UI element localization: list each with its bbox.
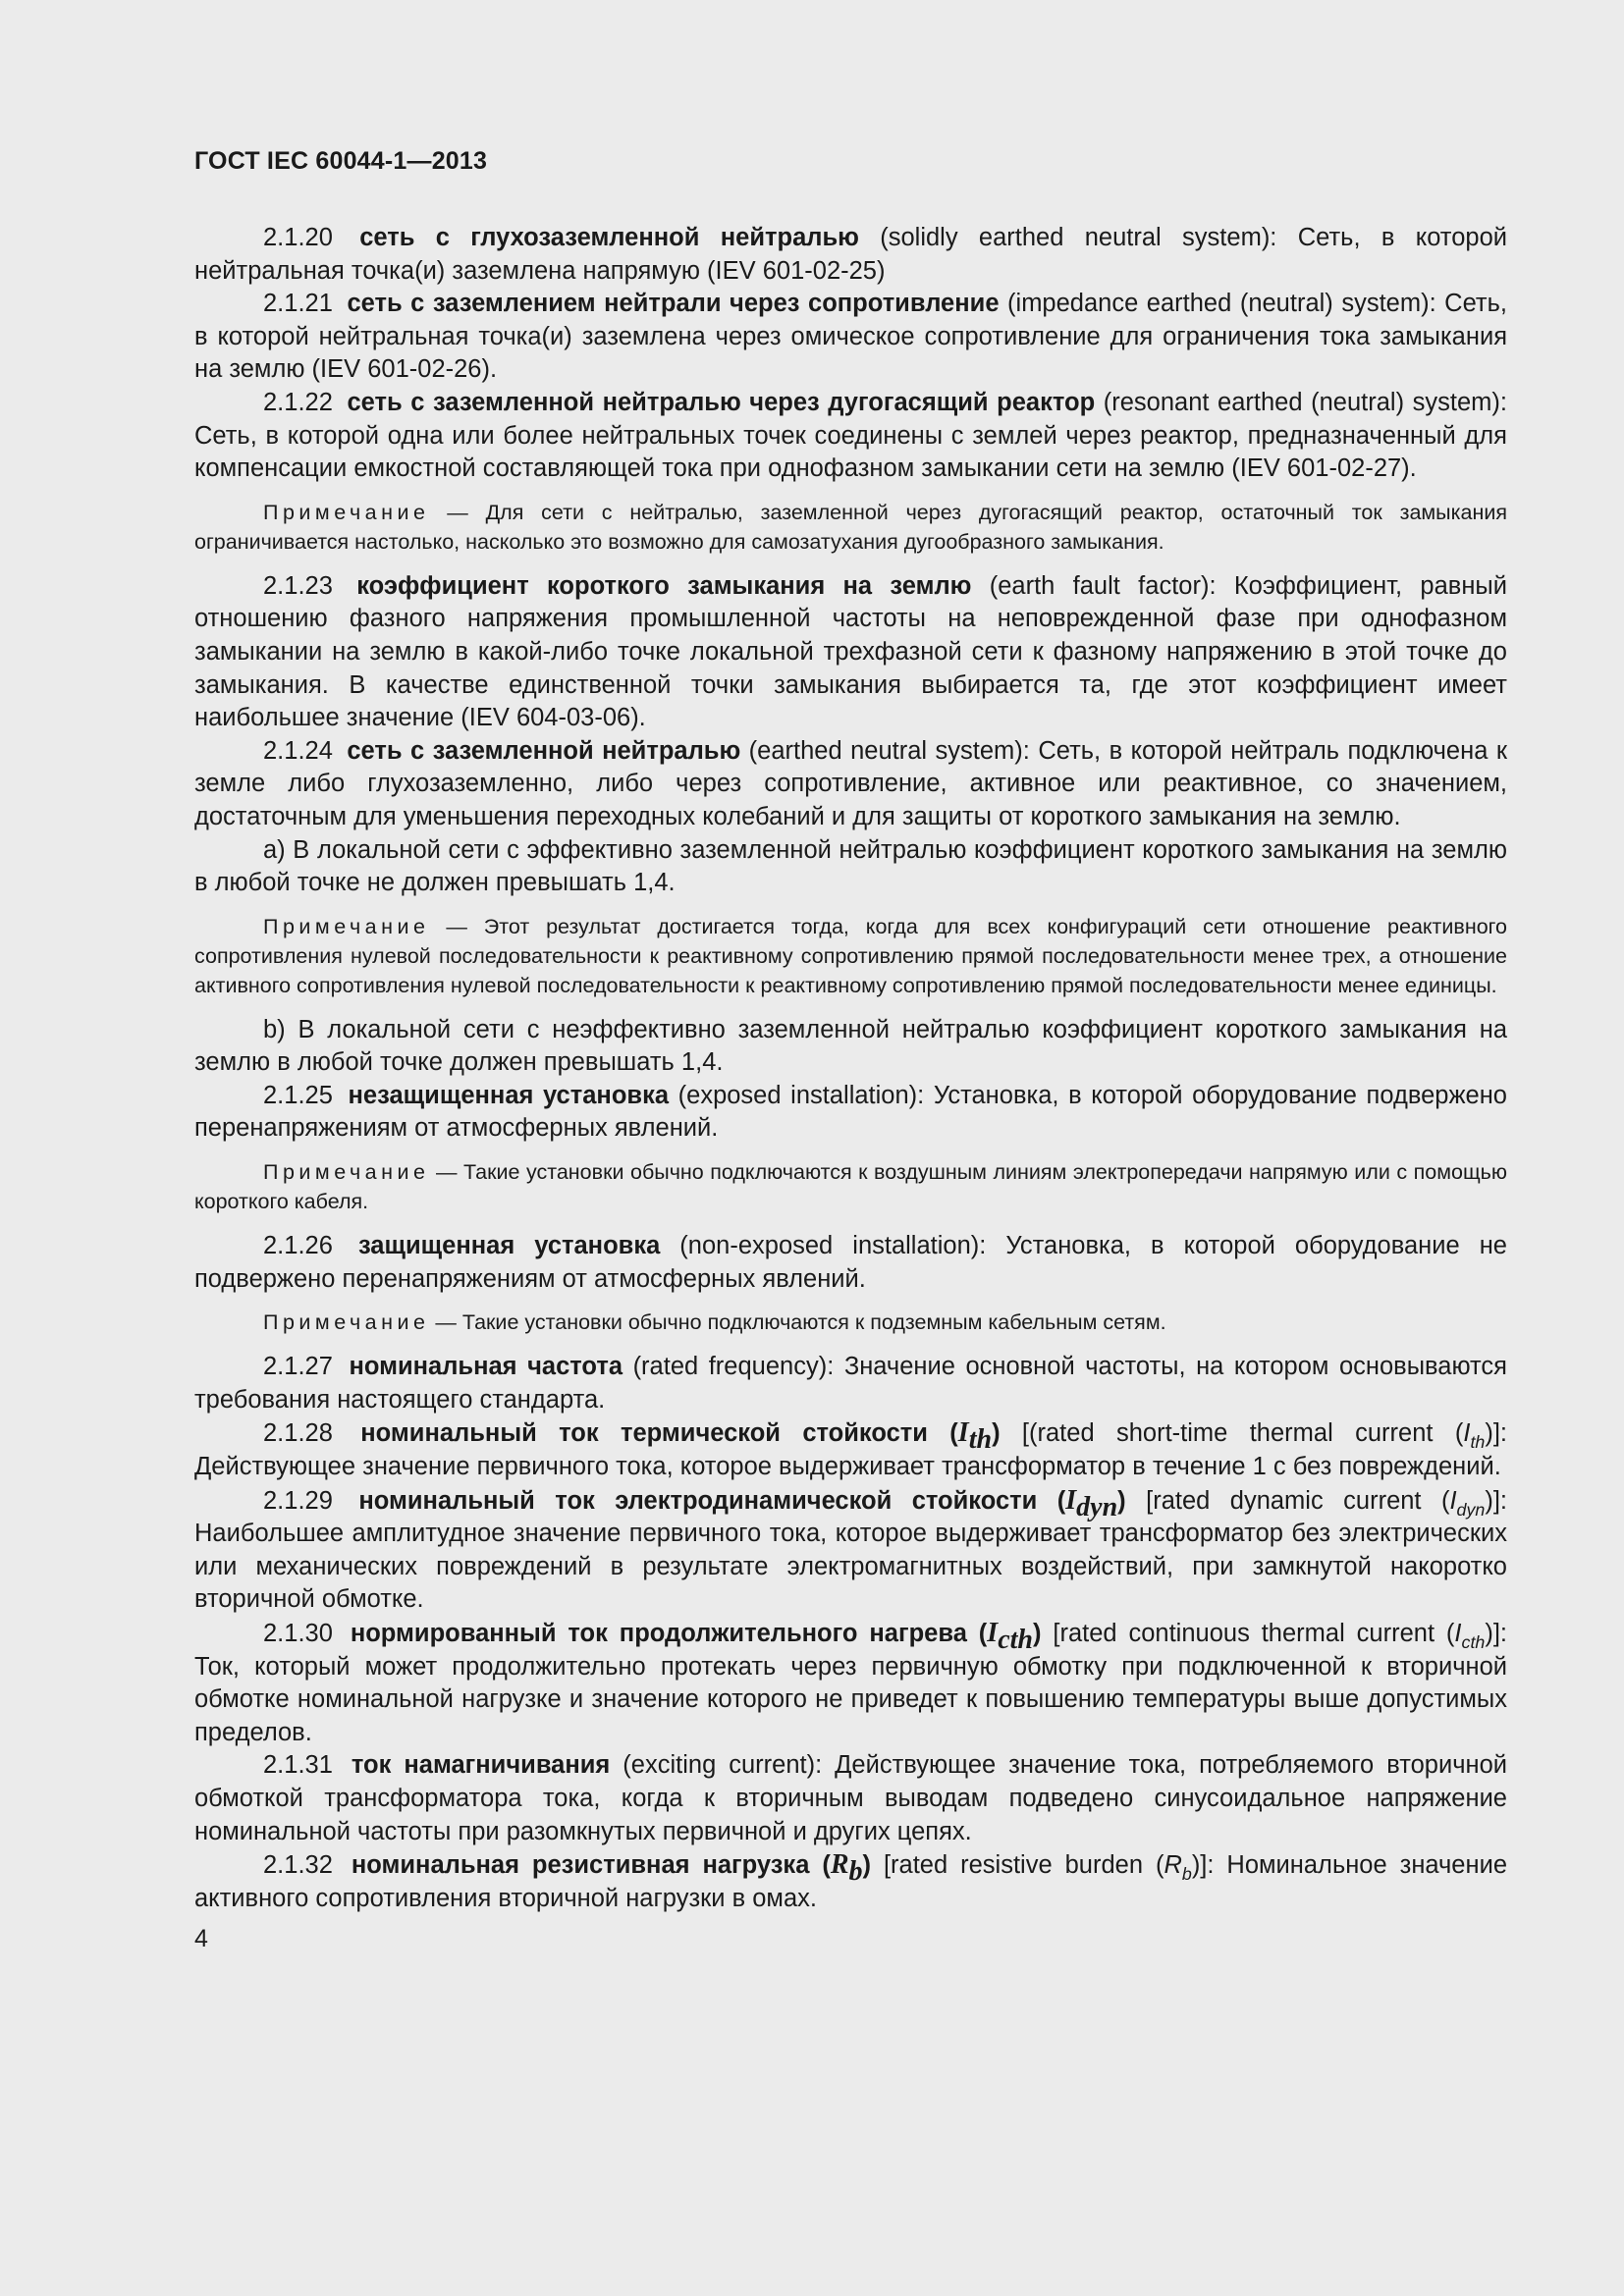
term: сеть с заземленной нейтралью <box>347 736 741 765</box>
definition-text-2: )]: Наибольшее амплитудное значение первичного тока, которое выдерживает трансформатор без электрических или механических повреждений в результате электромагнитных воздействий, при замкнутой накоротко вторичной обмотке. <box>194 1486 1507 1614</box>
definition-text: (earthed neutral system): Сеть, в которой нейтраль подключена к земле либо глухозаземленно, либо через сопротивление, активное или реактивное, со значением, достаточным для уменьшения переходных колебаний и для защиты от короткого замыкания на землю. <box>194 736 1507 830</box>
clause-number: 2.1.21 <box>263 290 333 318</box>
term: номинальный ток электродинамической стойкости ( <box>358 1486 1066 1515</box>
definition-text: (resonant earthed (neutral) system): Сеть, в которой одна или более нейтральных точек соединены с землей через реактор, предназначенный для компенсации емкостной составляющей тока при однофазном замыкании сети на землю (IEV 601-02-27). <box>194 388 1507 483</box>
note-text: — Такие установки обычно подключаются к воздушным линиям электропередачи напрямую или с помощью короткого кабеля. <box>194 1160 1507 1214</box>
term: номинальный ток термической стойкости ( <box>360 1419 958 1448</box>
definition-text: (exciting current): Действующее значение тока, потребляемого вторичной обмоткой трансформатора тока, когда к вторичным выводам подведено синусоидальное напряжение номинальной частоты при разомкнутых первичной и других цепях. <box>194 1751 1507 1845</box>
note-text: — Этот результат достигается тогда, когда для всех конфигураций сети отношение реактивного сопротивления нулевой последовательности к реактивному сопротивлению прямой последовательности менее трех, а отношение активного сопротивления нулевой последовательности к реактивному сопротивлению прямой последовательности менее единицы. <box>194 914 1507 997</box>
symbol-subscript: dyn <box>1076 1491 1118 1522</box>
document-header: ГОСТ IEC 60044-1—2013 <box>194 147 488 175</box>
symbol-english: I <box>1463 1419 1471 1448</box>
definition-text: [rated resistive burden ( <box>871 1851 1164 1880</box>
term-close: ) <box>1032 1620 1042 1647</box>
clause-number: 2.1.28 <box>263 1419 333 1448</box>
term: коэффициент короткого замыкания на землю <box>356 571 972 600</box>
clause-number: 2.1.30 <box>263 1620 333 1647</box>
clause-number: 2.1.31 <box>263 1751 333 1780</box>
note-2-1-22 <box>194 498 1507 557</box>
term: незащищенная установка <box>348 1081 670 1109</box>
definition-2-1-22 <box>194 387 1507 486</box>
clause-number: 2.1.24 <box>263 736 333 765</box>
term-close: ) <box>992 1419 1001 1448</box>
definition-2-1-31 <box>194 1749 1507 1848</box>
definition-2-1-23 <box>194 570 1507 735</box>
definition-text: (earth fault factor): Коэффициент, равный отношению фазного напряжения промышленной частоты на неповрежденной фазе при однофазном замыкании на землю в какой-либо точке локальной трехфазной сети к фазному напряжению в этой точке до замыкания. В качестве единственной точки замыкания выбирается та, где этот коэффициент имеет наибольшее значение (IEV 604-03-06). <box>194 571 1507 732</box>
clause-number: 2.1.32 <box>263 1851 333 1880</box>
clause-number: 2.1.20 <box>263 224 333 251</box>
definition-text-2: )]: Номинальное значение активного сопротивления вторичной нагрузки в омах. <box>194 1851 1507 1912</box>
definition-2-1-20 <box>194 222 1507 288</box>
list-item-text: а) В локальной сети с эффективно заземленной нейтралью коэффициент короткого замыкания на землю в любой точке не должен превышать 1,4. <box>194 835 1507 897</box>
symbol-english: R <box>1164 1851 1182 1880</box>
symbol-english-subscript: b <box>1181 1864 1192 1885</box>
definition-text-2: )]: Ток, который может продолжительно протекать через первичную обмотку при подключенной к вторичной обмотке номинальной нагрузке и значение которого не приведет к повышению температуры выше допустимых пределов. <box>194 1620 1507 1746</box>
symbol-english: I <box>1454 1620 1462 1647</box>
definition-text: (impedance earthed (neutral) system): Сеть, в которой нейтральная точка(и) заземлена через омическое сопротивление для ограничения тока замыкания на землю (IEV 601-02-26). <box>194 290 1507 384</box>
list-item-text: b) В локальной сети с неэффективно заземленной нейтралью коэффициент короткого замыкания на землю в любой точке должен превышать 1,4. <box>194 1015 1507 1077</box>
note-2-1-26 <box>194 1308 1507 1337</box>
definition-2-1-28 <box>194 1416 1507 1483</box>
symbol: I <box>987 1618 999 1648</box>
definition-2-1-32 <box>194 1848 1507 1915</box>
definition-2-1-29 <box>194 1484 1507 1617</box>
term: сеть с глухозаземленной нейтралью <box>359 224 859 251</box>
symbol-subscript: cth <box>998 1625 1033 1655</box>
term-close: ) <box>862 1851 872 1880</box>
symbol: R <box>830 1849 849 1881</box>
term: сеть с заземлением нейтрали через сопротивление <box>347 290 1000 318</box>
term: ток намагничивания <box>351 1751 611 1780</box>
definition-text: (rated frequency): Значение основной частоты, на котором основываются требования настоящего стандарта. <box>194 1353 1507 1414</box>
term: нормированный ток продолжительного нагрева ( <box>350 1620 988 1647</box>
symbol: I <box>957 1417 969 1449</box>
clause-number: 2.1.26 <box>263 1232 333 1260</box>
list-item-b <box>194 1014 1507 1080</box>
definition-text: [rated dynamic current ( <box>1125 1486 1450 1515</box>
definition-text: [(rated short-time thermal current ( <box>1000 1419 1464 1448</box>
note-2-1-24 <box>194 912 1507 1000</box>
definition-2-1-21 <box>194 288 1507 387</box>
term: защищенная установка <box>357 1232 661 1260</box>
page-number: 4 <box>194 1925 208 1953</box>
term-close: ) <box>1117 1486 1126 1515</box>
definition-text: (exposed installation): Установка, в которой оборудование подвержено перенапряжениям от атмосферных явлений. <box>194 1081 1507 1143</box>
definition-text: [rated continuous thermal current ( <box>1041 1620 1455 1647</box>
definition-2-1-24 <box>194 735 1507 834</box>
definition-text-2: )]: Действующее значение первичного тока, которое выдерживает трансформатор в течение 1 с без повреждений. <box>194 1419 1507 1481</box>
list-item-a <box>194 834 1507 900</box>
definition-2-1-27 <box>194 1351 1507 1416</box>
symbol-english: I <box>1449 1486 1457 1515</box>
term: номинальная частота <box>349 1353 623 1381</box>
clause-number: 2.1.29 <box>263 1486 333 1515</box>
definition-2-1-26 <box>194 1230 1507 1296</box>
definition-text: (solidly earthed neutral system): Сеть, в которой нейтральная точка(и) заземлена напрямую (IEV 601-02-25) <box>194 224 1507 285</box>
term: номинальная резистивная нагрузка ( <box>351 1851 831 1880</box>
clause-number: 2.1.25 <box>263 1081 333 1109</box>
symbol-subscript: b <box>848 1856 863 1888</box>
clause-number: 2.1.23 <box>263 571 333 600</box>
clause-number: 2.1.27 <box>263 1353 333 1381</box>
note-label: Примечание <box>263 1310 430 1335</box>
note-label: Примечание <box>263 1160 430 1185</box>
symbol-english-subscript: th <box>1470 1432 1486 1453</box>
note-label: Примечание <box>263 914 430 938</box>
definition-2-1-25 <box>194 1080 1507 1146</box>
definition-2-1-30 <box>194 1617 1507 1749</box>
term: сеть с заземленной нейтралью через дугогасящий реактор <box>347 388 1096 416</box>
symbol-english-subscript: cth <box>1461 1632 1486 1652</box>
symbol: I <box>1065 1484 1077 1516</box>
note-label: Примечание <box>263 500 430 524</box>
clause-number: 2.1.22 <box>263 388 333 416</box>
definition-text: (non-exposed installation): Установка, в которой оборудование не подвержено перенапряжениям от атмосферных явлений. <box>194 1232 1507 1293</box>
symbol-subscript: th <box>968 1424 993 1456</box>
note-text: — Для сети с нейтралью, заземленной через дугогасящий реактор, остаточный ток замыкания ограничивается настолько, насколько это возможно для самозатухания дугообразного замыкания. <box>194 500 1507 554</box>
note-2-1-25 <box>194 1157 1507 1216</box>
note-text: — Такие установки обычно подключаются к подземным кабельным сетям. <box>429 1310 1166 1335</box>
symbol-english-subscript: dyn <box>1456 1499 1486 1520</box>
